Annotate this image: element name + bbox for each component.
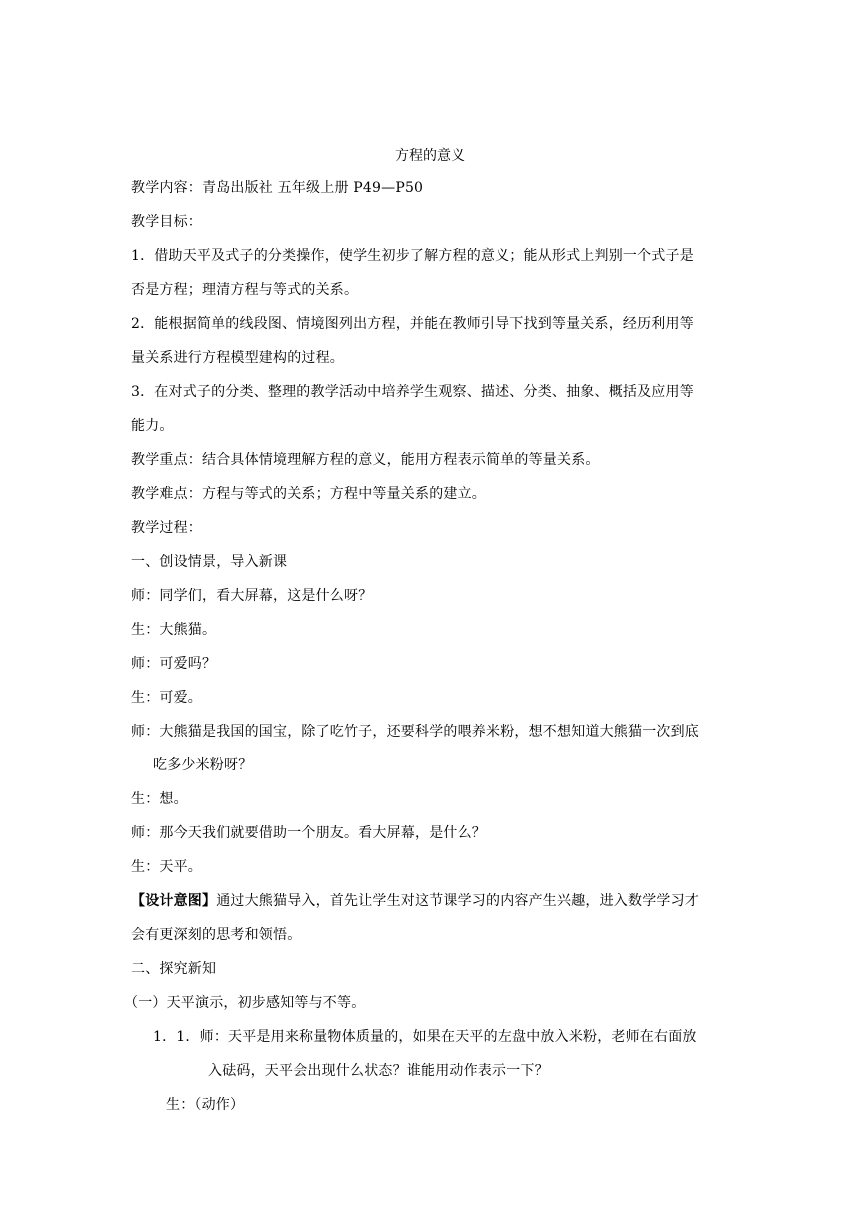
text-line: 2．能根据简单的线段图、情境图列出方程，并能在教师引导下找到等量关系，经历利用等: [131, 316, 694, 332]
text-line: 教学内容：青岛出版社 五年级上册 P49—P50: [131, 180, 424, 196]
text-line: 师：那今天我们就要借助一个朋友。看大屏幕，是什么？: [131, 825, 486, 841]
text-line: 教学重点：结合具体情境理解方程的意义，能用方程表示简单的等量关系。: [131, 452, 600, 468]
text-line: 3．在对式子的分类、整理的教学活动中培养学生观察、描述、分类、抽象、概括及应用等: [131, 384, 694, 400]
design-intent-line: [131, 891, 731, 911]
text-line: 一、创设情景，导入新课: [131, 554, 288, 570]
subsection-heading: （一）天平演示，初步感知等与不等。: [124, 995, 366, 1011]
numbered-item-continuation: 入砝码，天平会出现什么状态？谁能用动作表示一下？: [208, 1063, 549, 1079]
section-heading: 二、探究新知: [131, 961, 217, 977]
numbered-item: 1．1．师：天平是用来称量物体质量的，如果在天平的左盘中放入米粉，老师在右面放: [153, 1029, 697, 1045]
text-line: 教学过程：: [131, 520, 202, 536]
text-line: 否是方程；理清方程与等式的关系。: [131, 282, 359, 298]
text-line: 生：想。: [131, 791, 188, 807]
text-line: 能力。: [131, 418, 174, 434]
text-line: 1．借助天平及式子的分类操作，使学生初步了解方程的意义；能从形式上判别一个式子是: [131, 248, 694, 264]
text-line: 生：天平。: [131, 859, 202, 875]
text-line: 教学难点：方程与等式的关系；方程中等量关系的建立。: [131, 486, 486, 502]
text-line: 师：可爱吗？: [131, 656, 217, 672]
text-line: 量关系进行方程模型建构的过程。: [131, 350, 344, 366]
page-title: 方程的意义: [395, 148, 465, 164]
text-line: 吃多少米粉呀？: [153, 757, 253, 773]
text-line: 生：可爱。: [131, 690, 202, 706]
text-line: 师：同学们，看大屏幕，这是什么呀？: [131, 588, 373, 604]
text-line: 师：大熊猫是我国的国宝，除了吃竹子，还要科学的喂养米粉，想不想知道大熊猫一次到底: [131, 724, 699, 740]
student-response: 生：（动作）: [166, 1097, 245, 1113]
design-intent-text: 通过大熊猫导入，首先让学生对这节课学习的内容产生兴趣，进入数学学习才: [216, 893, 700, 909]
text-line: 教学目标：: [131, 214, 202, 230]
text-line: 会有更深刻的思考和领悟。: [131, 927, 302, 943]
design-intent-label: 【设计意图】: [131, 893, 217, 909]
text-line: 生：大熊猫。: [131, 622, 217, 638]
